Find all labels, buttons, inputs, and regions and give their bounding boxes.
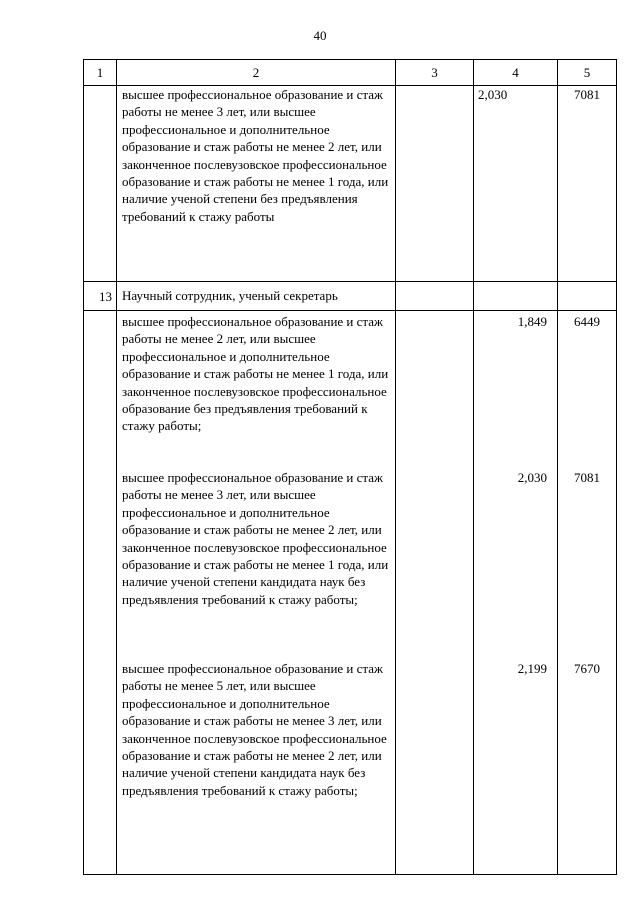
qualification-text: высшее профессиональное образование и стаж работы не менее 2 лет, или высшее профессиональное и дополнительное образование и стаж работы не менее 1 года, или законченное послевузовское профессиональное образование без предъявления требований к стажу работы; [122,314,389,434]
salary-value: 7081 [574,470,600,485]
empty-cell [396,282,474,311]
table-row-13-details [84,311,617,875]
coefficient-value: 1,849 [517,314,547,329]
row-number: 13 [84,282,117,311]
empty-cell [474,282,558,311]
empty-cell [558,282,617,311]
header-col-4: 4 [474,60,558,86]
header-col-5: 5 [558,60,617,86]
salary-value: 7081 [558,86,617,282]
qualification-list [117,311,396,875]
table-row-13-title [84,282,617,311]
coefficient-value: 2,030 [474,86,558,282]
position-title: Научный сотрудник, ученый секретарь [117,282,396,311]
header-col-1: 1 [84,60,117,86]
empty-cell [396,311,474,875]
coefficient-value: 2,030 [517,470,547,485]
salary-value: 6449 [574,314,600,329]
salary-list [558,311,617,875]
coefficient-list [474,311,558,875]
coefficient-value: 2,199 [517,661,547,676]
header-col-2: 2 [117,60,396,86]
table-row-continuation [84,86,617,282]
salary-table [83,59,617,875]
qualification-text: высшее профессиональное образование и стаж работы не менее 3 лет, или высшее профессиональное и дополнительное образование и стаж работы не менее 2 лет, или законченное послевузовское профессиональное образование и стаж работы не менее 1 года, или наличие ученой степени без предъявления требований к стажу работы [117,86,396,282]
row-number-cell [84,311,117,875]
empty-cell [396,86,474,282]
qualification-text: высшее профессиональное образование и стаж работы не менее 5 лет, или высшее профессиональное и дополнительное образование и стаж работы не менее 3 лет, или законченное послевузовское профессиональное образование и стаж работы не менее 2 лет, или наличие ученой степени кандидата наук без предъявления требований к стажу работы; [122,661,387,798]
salary-value: 7670 [574,661,600,676]
qualification-text: высшее профессиональное образование и стаж работы не менее 3 лет, или высшее профессиональное и дополнительное образование и стаж работы не менее 2 лет, или законченное послевузовское профессиональное образование и стаж работы не менее 1 года, или наличие ученой степени кандидата наук без предъявления требований к стажу работы; [122,470,389,607]
table-header-row [84,60,617,86]
header-col-3: 3 [396,60,474,86]
row-number-cell [84,86,117,282]
page-number: 40 [313,28,327,43]
